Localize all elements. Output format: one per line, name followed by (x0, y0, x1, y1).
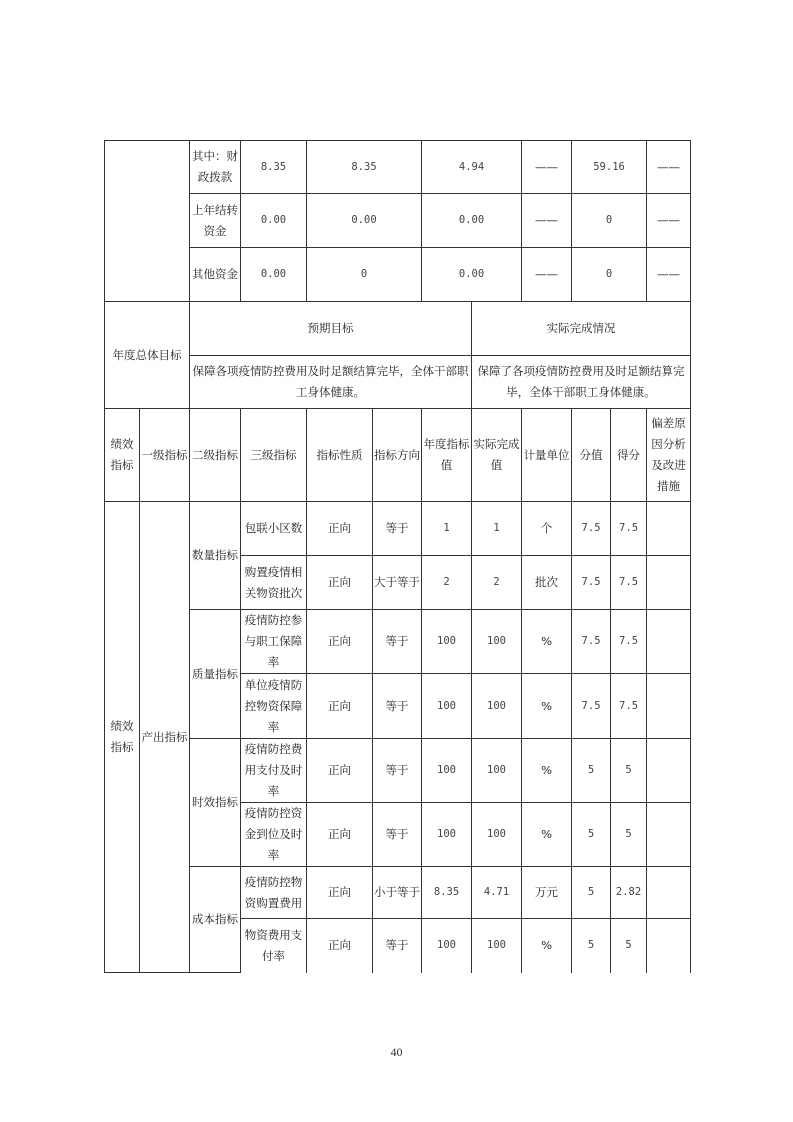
execution-rate: 0 (572, 248, 647, 302)
indicator-header-row (105, 409, 691, 502)
level3-label: 单位疫情防控物资保障率 (241, 674, 307, 739)
weight: 5 (572, 919, 611, 973)
direction: 等于 (373, 919, 422, 973)
direction: 大于等于 (373, 556, 422, 610)
nature: 正向 (307, 739, 373, 803)
unit: % (522, 610, 572, 674)
actual-value: 100 (472, 674, 522, 739)
target-value: 100 (422, 739, 472, 803)
target-value: 100 (422, 803, 472, 867)
header-cell: 绩效指标 (105, 409, 140, 502)
actual-value: 100 (472, 610, 522, 674)
performance-table (104, 140, 691, 973)
nature: 正向 (307, 674, 373, 739)
weight: 7.5 (572, 610, 611, 674)
score-dash: —— (647, 248, 691, 302)
score-value-dash: —— (522, 248, 572, 302)
direction: 等于 (373, 739, 422, 803)
execution-amount: 0.00 (422, 248, 522, 302)
level3-label: 购置疫情相关物资批次 (241, 556, 307, 610)
perf-indicator-label: 绩效指标 (105, 502, 140, 973)
score: 7.5 (611, 674, 647, 739)
target-value: 100 (422, 610, 472, 674)
actual-value: 100 (472, 739, 522, 803)
unit: % (522, 674, 572, 739)
weight: 7.5 (572, 674, 611, 739)
level3-label: 包联小区数 (241, 502, 307, 556)
indicator-row (105, 867, 691, 919)
annual-budget: 0.00 (241, 194, 307, 248)
actual-value: 100 (472, 803, 522, 867)
deviation-note (647, 803, 691, 867)
direction: 等于 (373, 502, 422, 556)
deviation-note (647, 867, 691, 919)
funding-row (105, 248, 691, 302)
header-cell: 偏差原因分析及改进措施 (647, 409, 691, 502)
header-cell: 二级指标 (190, 409, 241, 502)
funding-row (105, 194, 691, 248)
direction: 等于 (373, 803, 422, 867)
annual-budget: 0.00 (241, 248, 307, 302)
target-value: 100 (422, 919, 472, 973)
header-cell: 计量单位 (522, 409, 572, 502)
score-dash: —— (647, 141, 691, 194)
unit: 个 (522, 502, 572, 556)
annual-budget: 8.35 (241, 141, 307, 194)
funding-row (105, 141, 691, 194)
actual-value: 1 (472, 502, 522, 556)
score-value-dash: —— (522, 141, 572, 194)
deviation-note (647, 502, 691, 556)
direction: 等于 (373, 674, 422, 739)
nature: 正向 (307, 610, 373, 674)
nature: 正向 (307, 803, 373, 867)
unit: % (522, 803, 572, 867)
weight: 5 (572, 867, 611, 919)
nature: 正向 (307, 919, 373, 973)
deviation-note (647, 556, 691, 610)
deviation-note (647, 739, 691, 803)
target-value: 100 (422, 674, 472, 739)
deviation-note (647, 674, 691, 739)
score: 5 (611, 803, 647, 867)
funding-blank-cell (105, 141, 190, 302)
funding-label: 其他资金 (190, 248, 241, 302)
indicator-row (105, 610, 691, 674)
score: 7.5 (611, 502, 647, 556)
score: 2.82 (611, 867, 647, 919)
target-value: 1 (422, 502, 472, 556)
annual-goal-label: 年度总体目标 (105, 302, 190, 409)
indicator-row (105, 502, 691, 556)
expected-goal-text: 保障各项疫情防控费用及时足额结算完毕，全体干部职工身体健康。 (190, 356, 472, 409)
level3-label: 疫情防控费用支付及时率 (241, 739, 307, 803)
annual-goal-header-row (105, 302, 691, 356)
unit: 批次 (522, 556, 572, 610)
actual-value: 2 (472, 556, 522, 610)
level3-label: 疫情防控资金到位及时率 (241, 803, 307, 867)
deviation-note (647, 610, 691, 674)
unit: 万元 (522, 867, 572, 919)
header-cell: 得分 (611, 409, 647, 502)
full-year-budget: 0.00 (307, 194, 422, 248)
header-cell: 年度指标值 (422, 409, 472, 502)
deviation-note (647, 919, 691, 973)
funding-label: 其中：财政拨款 (190, 141, 241, 194)
weight: 5 (572, 803, 611, 867)
level2-label: 数量指标 (190, 502, 241, 610)
full-year-budget: 0 (307, 248, 422, 302)
actual-completion-header: 实际完成情况 (472, 302, 691, 356)
weight: 7.5 (572, 502, 611, 556)
execution-amount: 4.94 (422, 141, 522, 194)
header-cell: 实际完成值 (472, 409, 522, 502)
execution-rate: 59.16 (572, 141, 647, 194)
header-cell: 三级指标 (241, 409, 307, 502)
actual-value: 4.71 (472, 867, 522, 919)
annual-goal-text-row (105, 356, 691, 409)
unit: % (522, 919, 572, 973)
target-value: 2 (422, 556, 472, 610)
direction: 等于 (373, 610, 422, 674)
full-year-budget: 8.35 (307, 141, 422, 194)
expected-goal-header: 预期目标 (190, 302, 472, 356)
nature: 正向 (307, 502, 373, 556)
weight: 7.5 (572, 556, 611, 610)
level2-label: 时效指标 (190, 739, 241, 867)
level1-label: 产出指标 (140, 502, 190, 973)
nature: 正向 (307, 556, 373, 610)
score: 5 (611, 739, 647, 803)
score: 5 (611, 919, 647, 973)
header-cell: 指标性质 (307, 409, 373, 502)
target-value: 8.35 (422, 867, 472, 919)
execution-rate: 0 (572, 194, 647, 248)
score-value-dash: —— (522, 194, 572, 248)
funding-label: 上年结转资金 (190, 194, 241, 248)
header-cell: 一级指标 (140, 409, 190, 502)
score: 7.5 (611, 556, 647, 610)
direction: 小于等于 (373, 867, 422, 919)
level2-label: 成本指标 (190, 867, 241, 973)
actual-completion-text: 保障了各项疫情防控费用及时足额结算完毕，全体干部职工身体健康。 (472, 356, 691, 409)
header-cell: 指标方向 (373, 409, 422, 502)
nature: 正向 (307, 867, 373, 919)
execution-amount: 0.00 (422, 194, 522, 248)
indicator-row (105, 739, 691, 803)
level3-label: 疫情防控物资购置费用 (241, 867, 307, 919)
score: 7.5 (611, 610, 647, 674)
weight: 5 (572, 739, 611, 803)
level3-label: 疫情防控参与职工保障率 (241, 610, 307, 674)
actual-value: 100 (472, 919, 522, 973)
unit: % (522, 739, 572, 803)
score-dash: —— (647, 194, 691, 248)
page-number: 40 (390, 1045, 403, 1059)
level3-label: 物资费用支付率 (241, 919, 307, 973)
header-cell: 分值 (572, 409, 611, 502)
level2-label: 质量指标 (190, 610, 241, 739)
